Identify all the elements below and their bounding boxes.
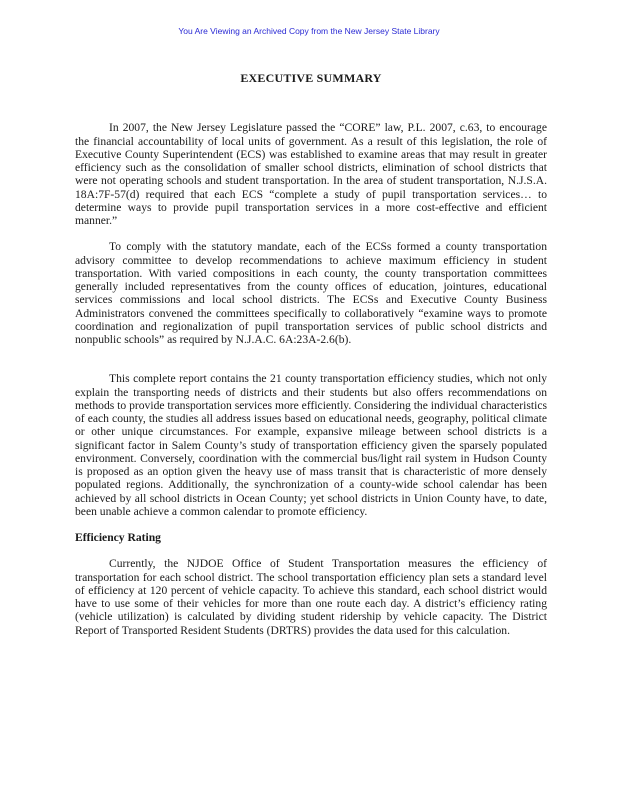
- paragraph-core-law: In 2007, the New Jersey Legislature passed the “CORE” law, P.L. 2007, c.63, to encourage the financial accountability of local units of government. As a result of this legislation, the role of Executive County Superintendent (ECS) was established to examine areas that may result in greater efficiency such as the consolidation of smaller school districts, elimination of school districts that were not operating schools and student transportation. In the area of student transportation, N.J.S.A. 18A:7F-57(d) required that each ECS “complete a study of pupil transportation services… to determine ways to provide pupil transportation services in a more cost-effective and efficient manner.”: [75, 121, 547, 227]
- section-heading-efficiency-rating: Efficiency Rating: [75, 531, 161, 544]
- archive-banner: You Are Viewing an Archived Copy from the New Jersey State Library: [178, 26, 440, 36]
- page-title: EXECUTIVE SUMMARY: [240, 71, 382, 85]
- paragraph-complete-report: This complete report contains the 21 county transportation efficiency studies, which not only explain the transporting needs of districts and their students but also offers recommendations on methods to provide transportation services more efficiently. Considering the individual characteristics of each county, the studies all address issues based on educational needs, geography, political climate or other unique circumstances. For example, expansive mileage between school districts is a significant factor in Salem County’s study of transportation efficiency given the sparsely populated environment. Conversely, coordination with the commercial bus/light rail system in Hudson County is proposed as an option given the heavy use of mass transit that is characteristic of more densely populated regions. Additionally, the synchronization of a county-wide school calendar has been achieved by all school districts in Ocean County; yet school districts in Union County have, to date, been unable achieve a common calendar to promote efficiency.: [75, 372, 547, 518]
- paragraph-statutory-mandate: To comply with the statutory mandate, each of the ECSs formed a county transportation advisory committee to develop recommendations to achieve maximum efficiency in student transportation. With varied compositions in each county, the county transportation committees generally included representatives from the county offices of education, jointures, educational services commissions and local school districts. The ECSs and Executive County Business Administrators convened the committees specifically to collaboratively “examine ways to promote coordination and regionalization of pupil transportation services of public school districts and nonpublic schools” as required by N.J.A.C. 6A:23A-2.6(b).: [75, 240, 547, 346]
- document-body: [75, 72, 547, 637]
- paragraph-efficiency-rating: Currently, the NJDOE Office of Student Transportation measures the efficiency of transportation for each school district. The school transportation efficiency plan sets a standard level of efficiency at 120 percent of vehicle capacity. To achieve this standard, each school district would have to use some of their vehicles for more than one route each day. A district’s efficiency rating (vehicle utilization) is calculated by dividing student ridership by vehicle capacity. The District Report of Transported Resident Students (DRTRS) provides the data used for this calculation.: [75, 557, 547, 637]
